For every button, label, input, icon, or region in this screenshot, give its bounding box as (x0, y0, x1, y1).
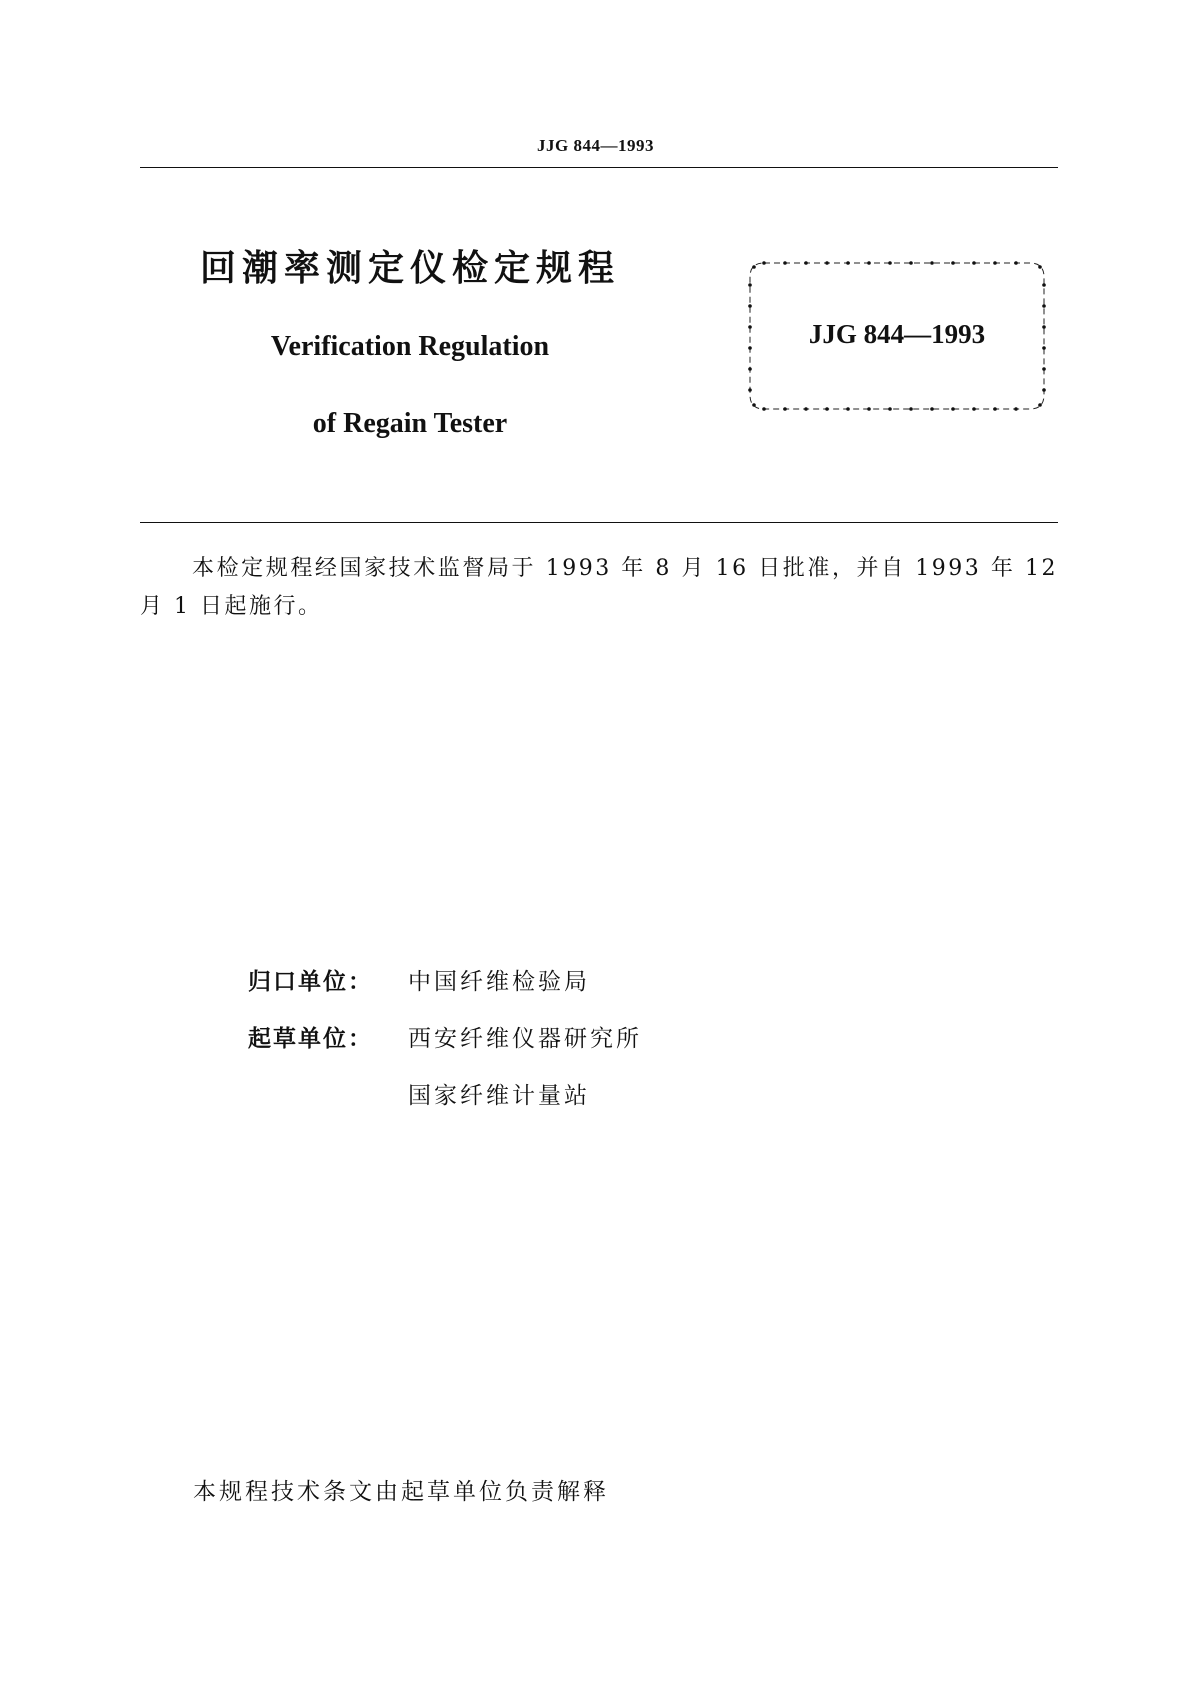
header-rule (140, 167, 1058, 168)
running-header-code: JJG 844—1993 (537, 136, 654, 155)
section-rule (140, 522, 1058, 523)
interpretation-note: 本规程技术条文由起草单位负责解释 (193, 1479, 609, 1505)
responsible-unit-value: 中国纤维检验局 (408, 969, 590, 995)
regulation-code-box (744, 257, 1050, 415)
document-title-english-line-2: of Regain Tester (312, 408, 508, 439)
document-title-english-line-1: Verification Regulation (270, 331, 550, 362)
document-title-chinese: 回潮率测定仪检定规程 (200, 248, 621, 289)
approval-statement: 本检定规程经国家技术监督局于 1993 年 8 月 16 日批准，并自 1993 年 12 月 1 日起施行。 (140, 556, 1058, 619)
drafting-unit-row (248, 1020, 642, 1053)
responsible-unit-label: 归口单位： (248, 969, 373, 995)
drafting-unit-label: 起草单位： (248, 1026, 373, 1052)
drafting-unit-row-2 (248, 1077, 590, 1110)
responsible-unit-row (248, 963, 590, 996)
drafting-unit-value-2: 国家纤维计量站 (408, 1083, 590, 1109)
regulation-code: JJG 844—1993 (808, 319, 986, 349)
drafting-unit-value-1: 西安纤维仪器研究所 (408, 1026, 642, 1052)
